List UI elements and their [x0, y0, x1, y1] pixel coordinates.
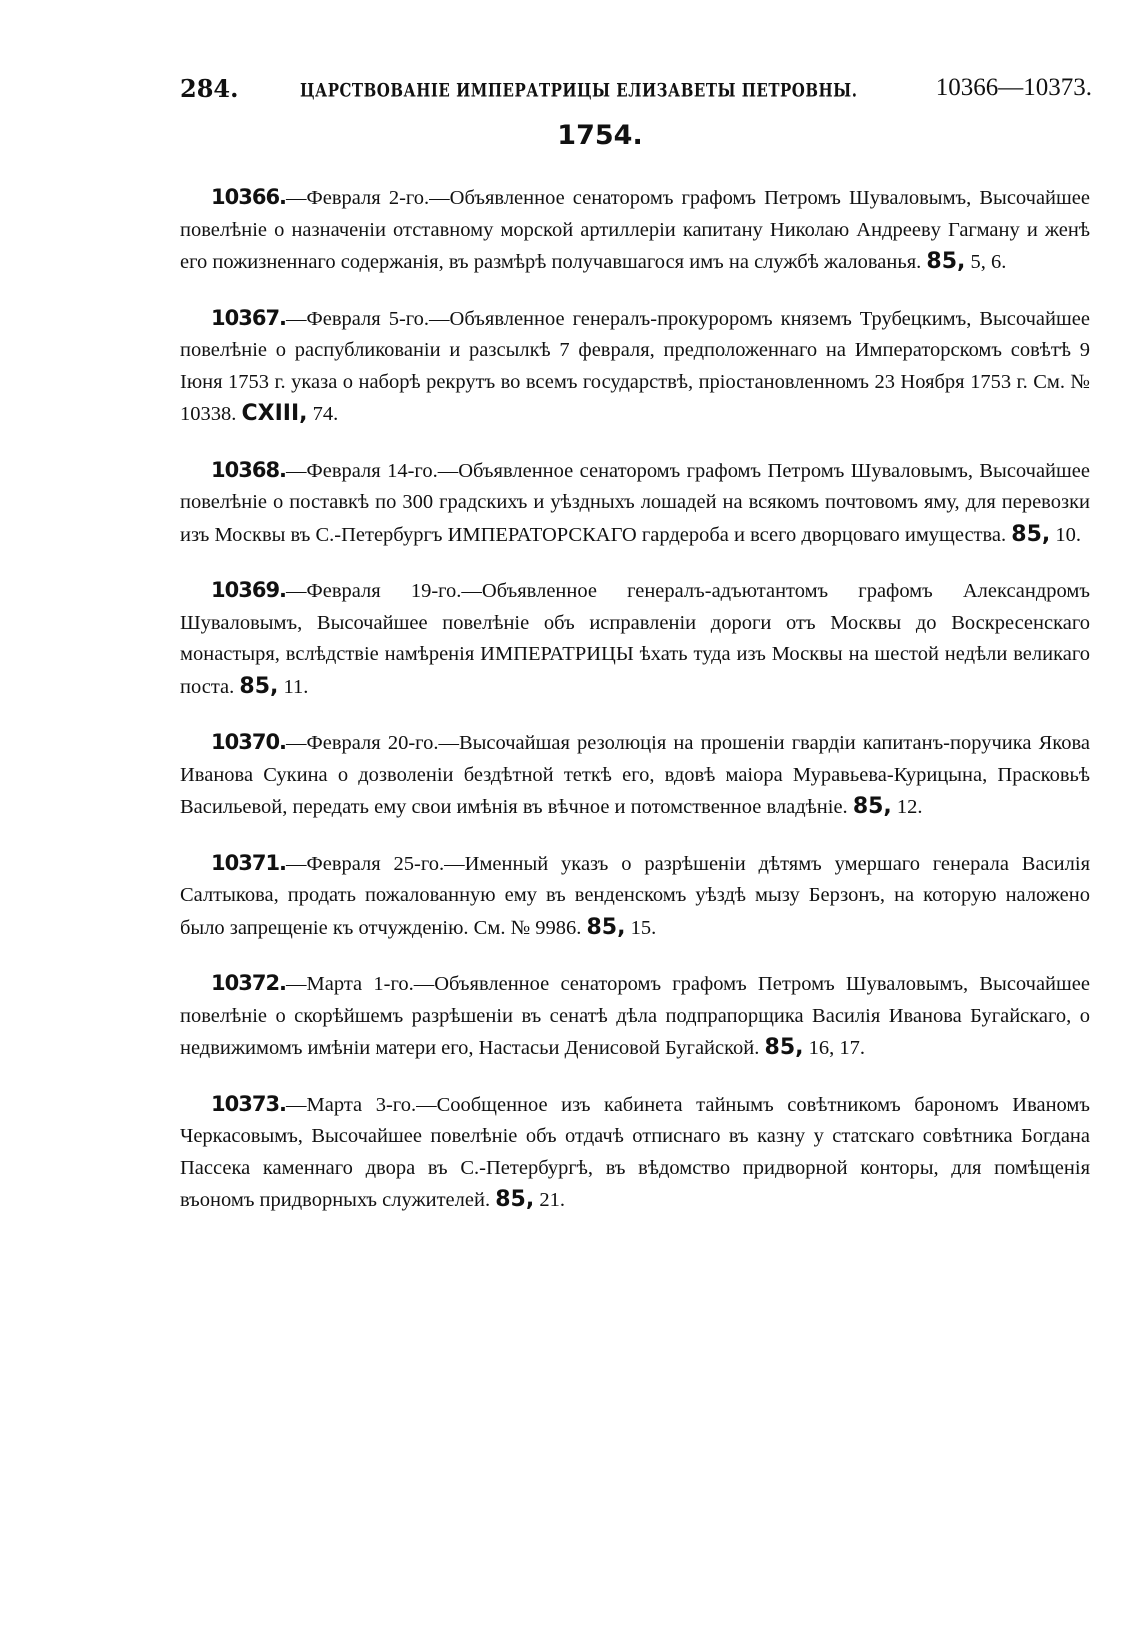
year-heading: 1754.	[557, 120, 643, 151]
entry-pages: 21.	[539, 1189, 565, 1211]
entry-10372	[180, 968, 1090, 1065]
entry-pages: 5, 6.	[970, 251, 1007, 273]
entry-text: —Февраля 2-го.—Объявленное сенаторомъ графомъ Петромъ Шуваловымъ, Высочайшее повелѣніе о назначеніи отставному морской артиллеріи капитану Николаю Андреевy Гагману и женѣ его пожизненнаго содержанія, въ размѣрѣ получавшагося имъ на службѣ жалованья.	[180, 187, 1090, 273]
entry-number: 10366.	[211, 185, 287, 209]
entry-number: 10370.	[211, 730, 287, 754]
entry-number: 10367.	[211, 305, 287, 330]
entry-volume: 85,	[852, 794, 892, 819]
entry-pages: 15.	[630, 916, 657, 939]
entry-pages: 11.	[283, 675, 309, 698]
entry-volume: 85,	[1011, 521, 1051, 547]
entry-volume: 85,	[586, 914, 626, 940]
entry-volume: 85,	[239, 673, 279, 699]
entry-text: —Февраля 25-го.—Именный указъ о разрѣшеніи дѣтямъ умершаго генерала Василія Салтыкова, продать пожалованную ему въ венденскомъ уѣздѣ мызу Берзонъ, на которую наложено было запрещеніе къ отчужденію. См. № 9986.	[180, 852, 1090, 939]
entry-number: 10369.	[211, 578, 287, 602]
entry-10366	[180, 182, 1090, 279]
reign-title: ЦАРСТВОВАНІЕ ИМПЕРАТРИЦЫ ЕЛИЗАВЕТЫ ПЕТРОВНЫ.	[300, 79, 858, 102]
entry-range: 10366—10373.	[935, 74, 1092, 101]
entry-volume: 85,	[764, 1035, 804, 1060]
entry-pages: 74.	[312, 403, 339, 425]
entry-text: —Февраля 20-го.—Высочайшая резолюція на прошеніи гвардіи капитанъ-поручика Якова Иванова Сукина о дозволеніи бездѣтной теткѣ его, вдовѣ маіора Муравьева-Курицына, Прасковьѣ Васильевой, передать ему свои имѣнія въ вѣчное и потомственное владѣніе.	[180, 732, 1090, 818]
entries-list	[180, 182, 1090, 1241]
entry-volume: 85,	[926, 249, 966, 274]
entry-text: —Февраля 14-го.—Объявленное сенаторомъ графомъ Петромъ Шуваловымъ, Высочайшее повелѣніе о поставкѣ по 300 градскихъ и уѣздныхъ лошадей на всякомъ почтовомъ яму, для перевозки изъ Москвы въ С.-Петербургъ ИМПЕРАТОРСКАГО гардероба и всего дворцоваго имущества.	[180, 459, 1090, 546]
entry-10368	[180, 455, 1090, 552]
running-head	[180, 74, 1092, 114]
entry-volume: 85,	[495, 1187, 535, 1212]
entry-pages: 10.	[1055, 523, 1081, 546]
entry-number: 10368.	[211, 457, 287, 482]
entry-10371	[180, 848, 1090, 945]
entry-pages: 12.	[896, 796, 923, 818]
entry-text: —Февраля 5-го.—Объявленное генералъ-прокуроромъ княземъ Трубецкимъ, Высочайшее повелѣніе о распубликованіи и разсылкѣ 7 февраля, предположеннаго на Императорскомъ совѣтѣ 9 Іюня 1753 г. указа о наборѣ рекрутъ во всемъ государствѣ, пріостановленномъ 23 Ноября 1753 г. См. № 10338.	[180, 307, 1090, 425]
entry-10369	[180, 575, 1090, 703]
entry-number: 10371.	[211, 850, 287, 875]
entry-10367	[180, 303, 1090, 431]
entry-text: —Марта 1-го.—Объявленное сенаторомъ графомъ Петромъ Шуваловымъ, Высочайшее повелѣніе о скорѣйшемъ разрѣшеніи въ сенатѣ дѣла подпрапорщика Василія Иванова Бугайскаго, о недвижимомъ имѣніи матери его, Настасьи Денисовой Бугайской.	[180, 973, 1090, 1059]
entry-10370	[180, 727, 1090, 824]
entry-number: 10373.	[211, 1091, 287, 1116]
entry-pages: 16, 17.	[808, 1037, 866, 1059]
entry-volume: CXIII,	[241, 401, 308, 426]
entry-10373	[180, 1089, 1090, 1217]
entry-number: 10372.	[211, 971, 287, 995]
entry-text: —Февраля 19-го.—Объявленное генералъ-адъютантомъ графомъ Александромъ Шуваловымъ, Высочайшее повелѣніе объ исправленіи дороги отъ Москвы до Воскресенскаго монастыря, вслѣдствіе намѣренія ИМПЕРАТРИЦЫ ѣхать туда изъ Москвы на шестой недѣли великаго поста.	[180, 580, 1090, 698]
entry-text: —Марта 3-го.—Сообщенное изъ кабинета тайнымъ совѣтникомъ барономъ Иваномъ Черкасовымъ, Высочайшее повелѣніе объ отдачѣ отписнаго въ казну у статскаго совѣтника Богдана Пассека каменнаго двора въ С.-Петербургѣ, въ вѣдомство придворной конторы, для помѣщенія въономъ придворныхъ служителей.	[180, 1093, 1090, 1211]
page-number: 284.	[180, 74, 239, 103]
